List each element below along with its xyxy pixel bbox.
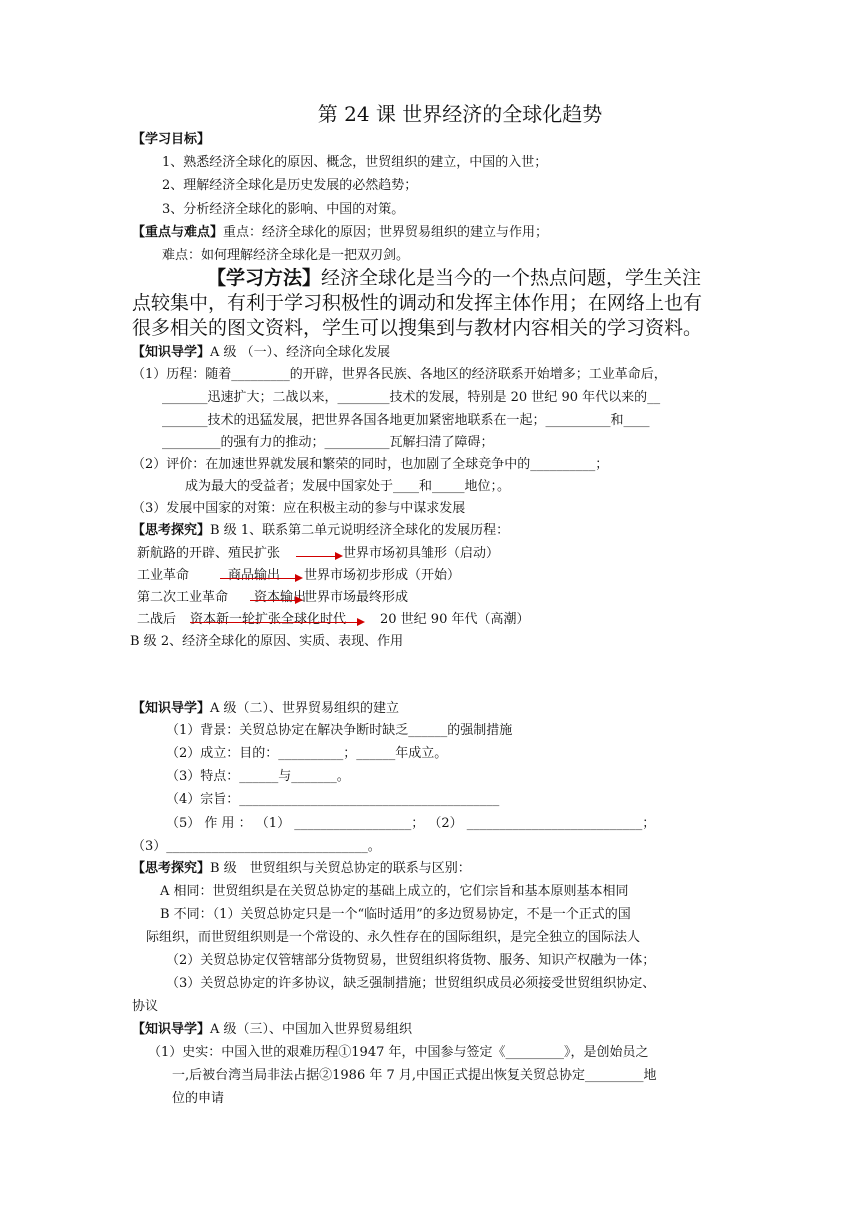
explore2-heading [132, 860, 471, 878]
key-points-text: 重点：经济全球化的原因；世界贸易组织的建立与作用； [223, 225, 549, 240]
method-text: 点较集中，有利于学习积极性的调动和发挥主体作用；在网络上也有 [132, 292, 703, 314]
section2-line: （3）特点：______与_______。 [166, 769, 350, 784]
explore1-heading [132, 522, 509, 540]
red-arrow-icon [220, 578, 296, 579]
section1-line: _______技术的迅猛发展，把世界各国各地更加紧密地联系在一起；__________和____ [162, 413, 650, 428]
difficult-points-text: 难点：如何理解经济全球化是一把双刃剑。 [162, 248, 410, 263]
explore2-line: （3）关贸总协定的许多协议，缺乏强制措施；世贸组织成员必须接受世贸组织协定、 [166, 976, 656, 991]
explore2-line: A 相同：世贸组织是在关贸总协定的基础上成立的，它们宗旨和基本原则基本相同 [160, 884, 629, 899]
section3-label: 【知识导学】 [132, 1022, 211, 1037]
key-points-line [132, 224, 548, 242]
explore2-line: 协议 [132, 999, 159, 1014]
section2-line: （2）成立：目的：__________；______年成立。 [166, 746, 448, 761]
explore1-label: 【思考探究】 [132, 523, 211, 538]
section1-heading [132, 344, 390, 362]
section3-heading [132, 1021, 412, 1039]
goal-item: 3、分析经济全球化的影响、中国的对策。 [162, 202, 405, 217]
timeline-mid: 商品输出 [228, 568, 281, 583]
key-points-label: 【重点与难点】 [132, 225, 224, 240]
section1-line: _______迅速扩大；二战以来，________技术的发展，特别是 20 世纪 90 年代以来的__ [162, 390, 661, 405]
method-text: 很多相关的图文资料，学生可以搜集到与教材内容相关的学习资料。 [132, 317, 703, 339]
section2-line: （1）背景：关贸总协定在解决争断时缺乏______的强制措施 [166, 723, 513, 738]
method-text: 经济全球化是当今的一个热点问题，学生关注 [321, 267, 702, 289]
section2-line: （3）_______________________________。 [132, 839, 381, 854]
goal-item: 1、熟悉经济全球化的原因、概念，世贸组织的建立，中国的入世； [162, 155, 548, 170]
explore2-label: 【思考探究】 [132, 861, 211, 876]
section2-heading [132, 700, 399, 718]
section1-label: 【知识导学】 [132, 345, 211, 360]
section1-line: _________的强有力的推动；__________瓦解扫清了障碍； [162, 435, 494, 450]
red-arrow-icon [296, 556, 336, 557]
explore2-heading-text: B 级 世贸组织与关贸总协定的联系与区别： [210, 861, 471, 876]
section2-line: （4）宗旨：________________________________________ [166, 792, 500, 807]
goals-label: 【学习目标】 [132, 132, 211, 147]
timeline-mid: 资本输出 [254, 590, 307, 605]
method-line [207, 265, 701, 291]
section1-heading-text: A 级 （一）、经济向全球化发展 [210, 345, 391, 360]
section2-heading-text: A 级（二）、世界贸易组织的建立 [210, 701, 400, 716]
red-arrow-icon [190, 622, 358, 623]
explore2-line: （2）关贸总协定仅管辖部分货物贸易，世贸组织将货物、服务、知识产权融为一体； [166, 953, 656, 968]
explore1-b2: B 级 2、经济全球化的原因、实质、表现、作用 [130, 634, 404, 649]
timeline-result: 世界市场初具雏形（启动） [343, 546, 500, 561]
method-label: 【学习方法】 [207, 267, 322, 289]
timeline-mid: 资本新一轮扩张全球化时代 [190, 612, 347, 627]
section1-line: （1）历程：随着_________的开辟，世界各民族、各地区的经济联系开始增多；工业革命后， [132, 367, 667, 382]
goal-item: 2、理解经济全球化是历史发展的必然趋势； [162, 178, 418, 193]
section1-line: 成为最大的受益者；发展中国家处于____和_____地位；。 [185, 479, 511, 494]
red-arrow-icon [250, 600, 296, 601]
timeline-result: 20 世纪 90 年代（高潮） [380, 612, 530, 627]
section2-line: （5） 作 用 ： （1） __________________； （2） ___________________________； [166, 816, 656, 831]
timeline-start: 新航路的开辟、殖民扩张 [137, 546, 281, 561]
timeline-result: 世界市场初步形成（开始） [304, 568, 461, 583]
timeline-start: 二战后 [137, 612, 177, 627]
section3-line: （1）史实：中国入世的艰难历程①1947 年，中国参与签定《_________》，是创始员之 [148, 1045, 649, 1060]
explore2-line: B 不同：（1）关贸总协定只是一个“临时适用”的多边贸易协定，不是一个正式的国 [160, 907, 631, 922]
section1-line: （2）评价：在加速世界就发展和繁荣的同时，也加剧了全球竞争中的__________； [132, 457, 609, 472]
section3-heading-text: A 级（三）、中国加入世界贸易组织 [210, 1022, 413, 1037]
explore1-heading-text: B 级 1、联系第二单元说明经济全球化的发展历程： [210, 523, 510, 538]
timeline-start: 第二次工业革命 [137, 590, 229, 605]
section1-line: （3）发展中国家的对策：应在积极主动的参与中谋求发展 [132, 501, 466, 516]
timeline-start: 工业革命 [137, 568, 190, 583]
timeline-result: 世界市场最终形成 [304, 590, 409, 605]
section3-line: 一,后被台湾当局非法占据②1986 年 7 月,中国正式提出恢复关贸总协定_________地 [172, 1068, 657, 1083]
section3-line: 位的申请 [172, 1091, 225, 1106]
section2-label: 【知识导学】 [132, 701, 211, 716]
explore2-line: 际组织，而世贸组织则是一个常设的、永久性存在的国际组织，是完全独立的国际法人 [146, 930, 641, 945]
lesson-title: 第 24 课 世界经济的全球化趋势 [317, 102, 603, 126]
